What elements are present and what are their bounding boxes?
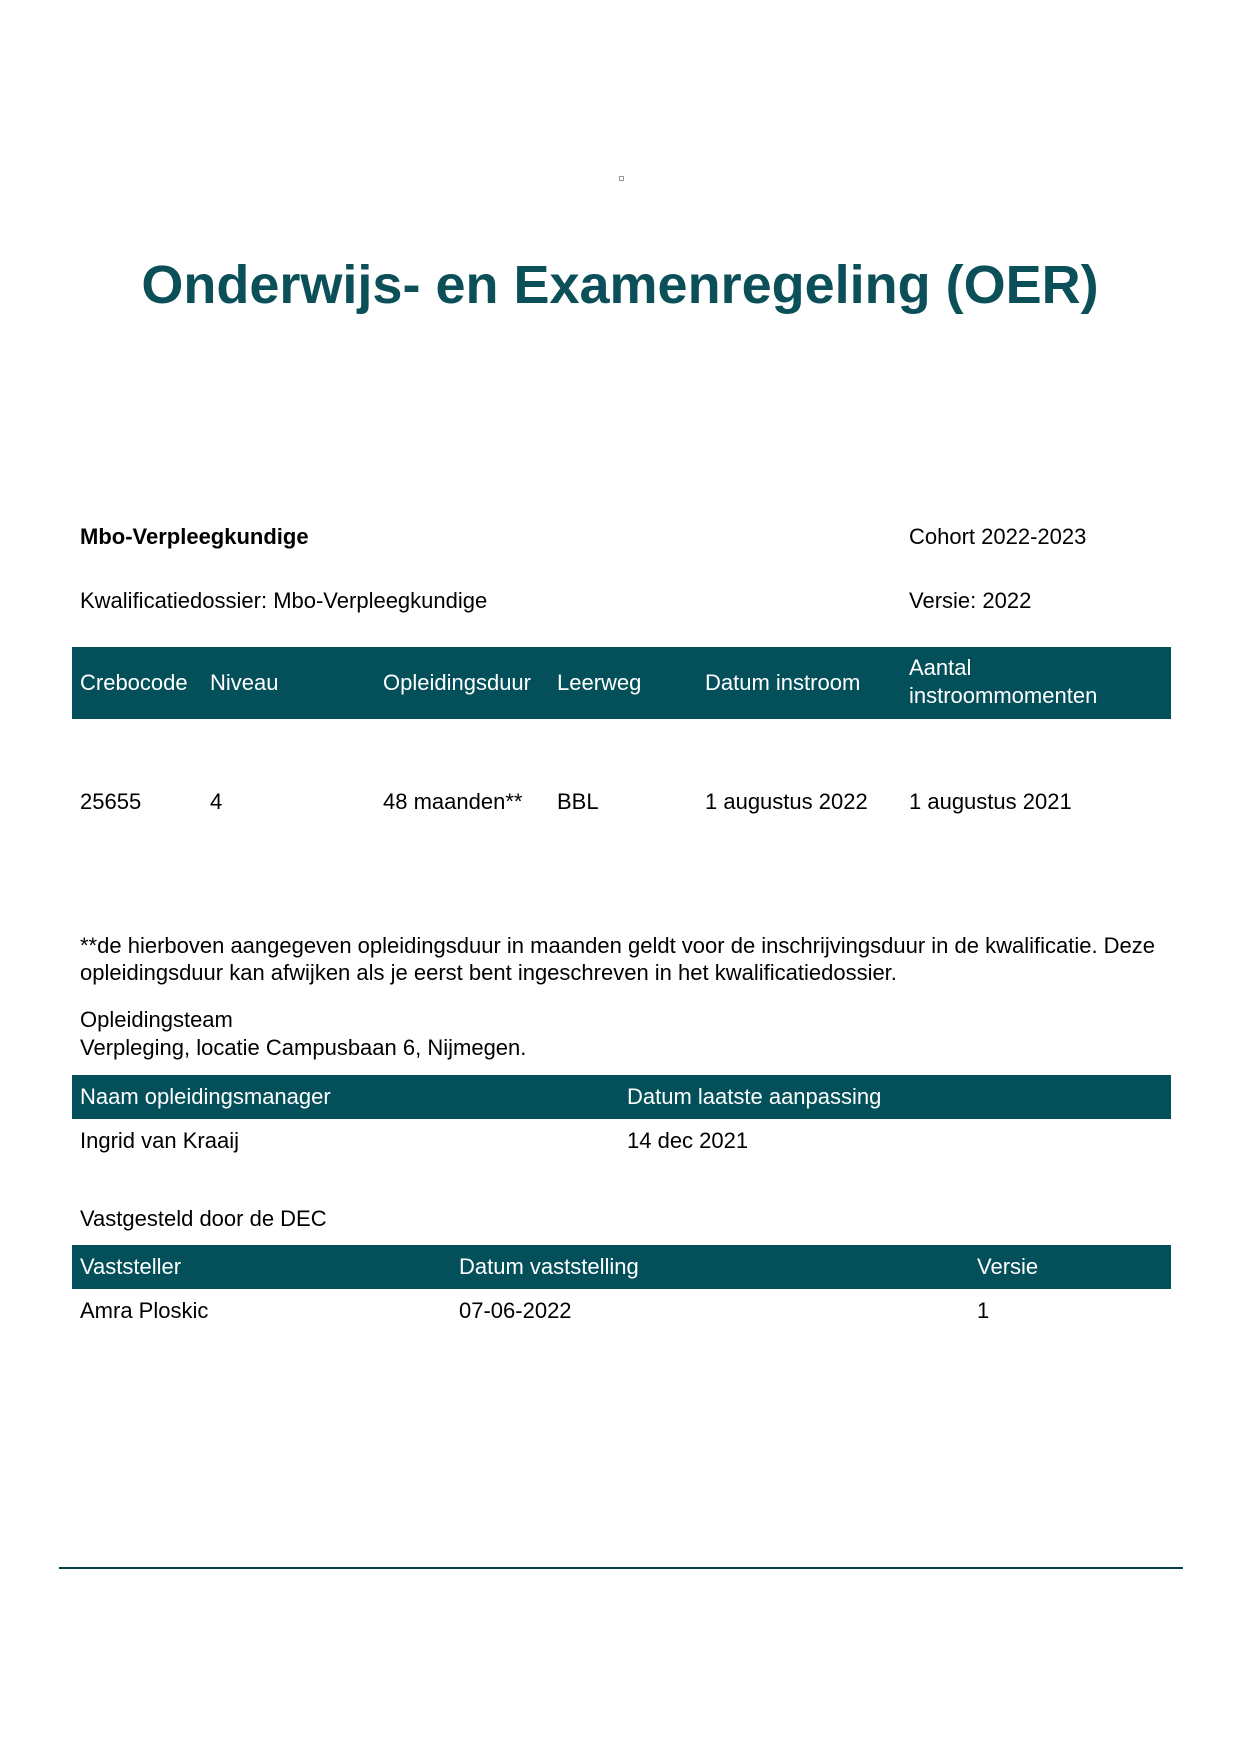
cell-approval-date: 07-06-2022 [459, 1298, 572, 1323]
header-approver: Vaststeller [80, 1254, 182, 1279]
header-manager: Naam opleidingsmanager [80, 1084, 331, 1109]
header-approval-date: Datum vaststelling [459, 1254, 639, 1279]
cell-crebocode: 25655 [80, 789, 142, 814]
header-niveau: Niveau [210, 670, 279, 695]
header-datum-instroom: Datum instroom [705, 670, 861, 695]
manager-table-header [72, 1075, 1171, 1119]
cell-datum-instroom: 1 augustus 2022 [705, 789, 868, 814]
footer-divider [59, 1567, 1183, 1569]
approved-label: Vastgesteld door de DEC [80, 1206, 327, 1231]
table-row [72, 1292, 1171, 1332]
header-version: Versie [977, 1254, 1039, 1279]
qualification-dossier: Kwalificatiedossier: Mbo-Verpleegkundige [80, 588, 488, 613]
header-aantal-line1: Aantal [909, 655, 972, 680]
version-label: Versie: 2022 [909, 588, 1032, 613]
table-row [72, 1122, 1171, 1162]
footnote: **de hierboven aangegeven opleidingsduur in maanden geldt voor de inschrijvingsduur in de kwalificatie. Deze opleidingsduur kan afwijken als je eerst bent ingeschreven in het kwalificatiedossier. [80, 933, 1156, 985]
cell-last-modified: 14 dec 2021 [627, 1128, 749, 1153]
cell-niveau: 4 [210, 789, 223, 814]
header-crebocode: Crebocode [80, 670, 188, 695]
approval-table-header [72, 1245, 1171, 1289]
cell-opleidingsduur: 48 maanden** [383, 789, 523, 814]
page-title: Onderwijs- en Examenregeling (OER) [141, 255, 1099, 315]
placeholder-box-icon [619, 176, 624, 181]
cell-version: 1 [977, 1298, 990, 1323]
header-opleidingsduur: Opleidingsduur [383, 670, 531, 695]
header-last-modified: Datum laatste aanpassing [627, 1084, 882, 1109]
table-row [72, 782, 1171, 822]
cell-aantal: 1 augustus 2021 [909, 789, 1072, 814]
cell-approver: Amra Ploskic [80, 1298, 209, 1323]
program-table-header [72, 647, 1171, 719]
program-name: Mbo-Verpleegkundige [80, 524, 309, 549]
header-leerweg: Leerweg [557, 670, 642, 695]
cohort-label: Cohort 2022-2023 [909, 524, 1087, 549]
cell-leerweg: BBL [557, 789, 599, 814]
team-value: Verpleging, locatie Campusbaan 6, Nijmegen. [80, 1035, 527, 1060]
team-label: Opleidingsteam [80, 1007, 233, 1032]
cell-manager: Ingrid van Kraaij [80, 1128, 239, 1153]
header-aantal-line2: instroommomenten [909, 683, 1098, 708]
